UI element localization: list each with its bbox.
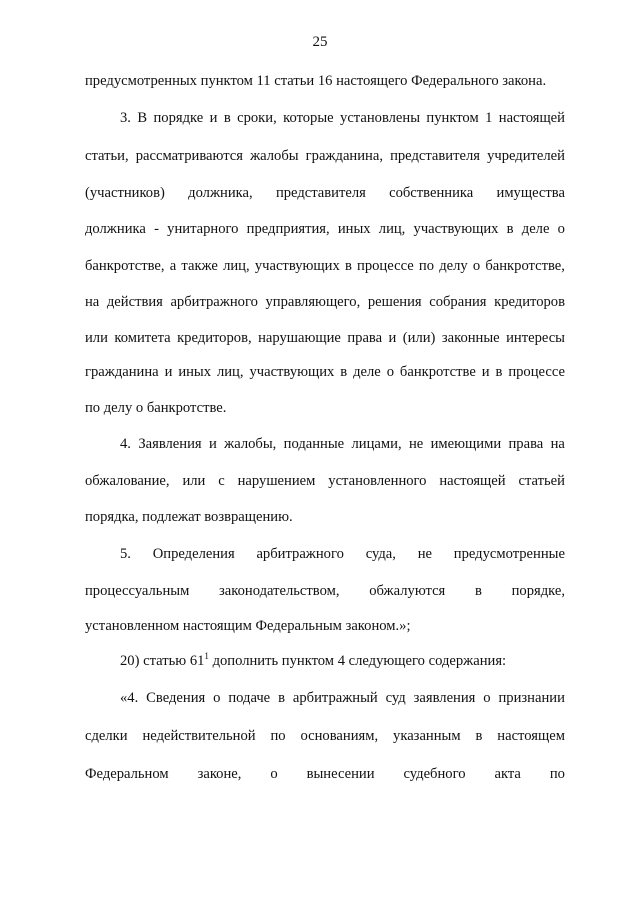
word: вынесении (306, 766, 375, 782)
text-line-5 (85, 221, 565, 238)
word: (участников) (85, 185, 165, 201)
word: в (506, 221, 514, 237)
word: интересы (506, 330, 565, 346)
word: банкротстве, (85, 258, 165, 274)
word: В (137, 110, 148, 126)
word: участвующих (254, 258, 340, 274)
word: арбитражного (256, 546, 344, 562)
word: основаниям, (300, 728, 379, 744)
word: не (417, 546, 432, 562)
word: действия (106, 294, 163, 310)
text-line-16: установленном настоящим Федеральным законом.»; (85, 618, 411, 634)
word: установлены (340, 110, 421, 126)
word: лиц, (223, 258, 250, 274)
word: права (508, 436, 544, 452)
word: (или) (402, 330, 436, 346)
text-line-11 (120, 436, 565, 453)
word: о (386, 364, 394, 380)
text-line-17-before: 20) статью 61 (120, 653, 205, 669)
word: участвующих (413, 221, 499, 237)
word: которые (283, 110, 334, 126)
text-line-20 (85, 766, 565, 783)
text-line-18 (120, 690, 565, 707)
word: Заявления (138, 436, 202, 452)
text-line-14 (120, 546, 565, 563)
word: или (85, 330, 108, 346)
word: законе, (197, 766, 242, 782)
word: права (347, 330, 383, 346)
word: комитета (114, 330, 171, 346)
word: деле (521, 221, 550, 237)
text-line-6 (85, 258, 565, 275)
word: порядке, (511, 583, 565, 599)
word: управляющего, (265, 294, 361, 310)
word: по (418, 258, 434, 274)
word: с (218, 473, 225, 489)
word: подаче (228, 690, 271, 706)
word: и (164, 364, 173, 380)
word: в (344, 258, 352, 274)
word: на (550, 436, 565, 452)
word: имущества (496, 185, 565, 201)
word: суд (385, 690, 406, 706)
text-line-17-after: дополнить пунктом 4 следующего содержания: (208, 653, 507, 669)
word: лицами, (351, 436, 402, 452)
word: предусмотренные (453, 546, 565, 562)
word: иных (178, 364, 212, 380)
word: 3. (120, 110, 131, 126)
word: в (223, 110, 231, 126)
word: представителя (390, 148, 480, 164)
word: о (557, 221, 565, 237)
word: предприятия, (246, 221, 330, 237)
superscript: 1 (204, 651, 209, 662)
text-line-15 (85, 583, 565, 600)
word: недействительной (142, 728, 256, 744)
word: кредиторов (494, 294, 565, 310)
text-line-9 (85, 364, 565, 381)
word: и (209, 110, 218, 126)
word: пунктом (426, 110, 479, 126)
word: законные (441, 330, 500, 346)
word: настоящей (498, 110, 565, 126)
word: настоящем (497, 728, 565, 744)
word: Определения (152, 546, 235, 562)
word: указанным (393, 728, 461, 744)
word: статьи, (85, 148, 129, 164)
word: и (388, 330, 397, 346)
word: собрания (429, 294, 487, 310)
word: о (483, 690, 491, 706)
word: процессе (357, 258, 414, 274)
text-line-4 (85, 185, 565, 202)
word: обжалуются (369, 583, 446, 599)
word: банкротстве (399, 364, 476, 380)
word: в (475, 728, 483, 744)
word: жалобы (250, 148, 299, 164)
word: должника (85, 221, 146, 237)
page-number: 25 (312, 34, 328, 50)
text-line-13: порядка, подлежат возвращению. (85, 509, 293, 525)
word: в (474, 583, 482, 599)
word: лиц, (378, 221, 406, 237)
word: «4. (120, 690, 139, 706)
word: 4. (120, 436, 131, 452)
word: настоящей (439, 473, 506, 489)
word: установленного (328, 473, 427, 489)
text-line-10: по делу о банкротстве. (85, 400, 227, 416)
word: собственника (389, 185, 474, 201)
word: Федеральном (85, 766, 169, 782)
word: поданные (283, 436, 345, 452)
word: и (208, 436, 217, 452)
word: иных (337, 221, 371, 237)
word: лиц, (216, 364, 244, 380)
word: и (481, 364, 490, 380)
word: в (495, 364, 503, 380)
word: нарушающие (258, 330, 341, 346)
word: процессуальным (85, 583, 190, 599)
word: о (213, 690, 221, 706)
word: заявления (413, 690, 476, 706)
word: рассматриваются (135, 148, 243, 164)
word: по (270, 728, 286, 744)
word: участвующих (249, 364, 335, 380)
text-line-17 (120, 653, 565, 670)
word: порядке (153, 110, 204, 126)
word: в (278, 690, 285, 706)
word: судебного (403, 766, 466, 782)
text-line-2 (120, 110, 565, 127)
word: законодательством, (219, 583, 340, 599)
word: статьей (518, 473, 565, 489)
word: жалобы, (224, 436, 277, 452)
word: представителя (275, 185, 366, 201)
word: - (154, 221, 159, 237)
word: по (549, 766, 565, 782)
word: учредителей (487, 148, 565, 164)
word: делу (439, 258, 468, 274)
word: деле (353, 364, 381, 380)
word: 5. (120, 546, 131, 562)
word: гражданина, (305, 148, 383, 164)
word: имеющими (430, 436, 502, 452)
word: не (408, 436, 424, 452)
word: акта (494, 766, 521, 782)
word: о (472, 258, 481, 274)
word: или (182, 473, 206, 489)
word: суда, (365, 546, 396, 562)
word: гражданина (85, 364, 159, 380)
word: арбитражного (170, 294, 258, 310)
word: решения (367, 294, 422, 310)
word: унитарного (167, 221, 239, 237)
word: на (85, 294, 100, 310)
word: арбитражный (292, 690, 378, 706)
word: кредиторов, (177, 330, 252, 346)
word: сроки, (237, 110, 277, 126)
word: банкротстве, (485, 258, 565, 274)
word: а (169, 258, 177, 274)
word: 1 (485, 110, 493, 126)
word: нарушением (237, 473, 316, 489)
text-line-12 (85, 473, 565, 490)
word: Сведения (146, 690, 206, 706)
text-line-7 (85, 294, 565, 311)
word: обжалование, (85, 473, 170, 489)
word: должника, (188, 185, 253, 201)
word: процессе (508, 364, 565, 380)
text-line-8 (85, 330, 565, 347)
word: сделки (85, 728, 128, 744)
text-line-3 (85, 148, 565, 165)
text-line-19 (85, 728, 565, 745)
word: признании (498, 690, 565, 706)
word: в (340, 364, 348, 380)
word: также (181, 258, 218, 274)
word: о (270, 766, 278, 782)
text-line-1: предусмотренных пунктом 11 статьи 16 настоящего Федерального закона. (85, 73, 547, 89)
